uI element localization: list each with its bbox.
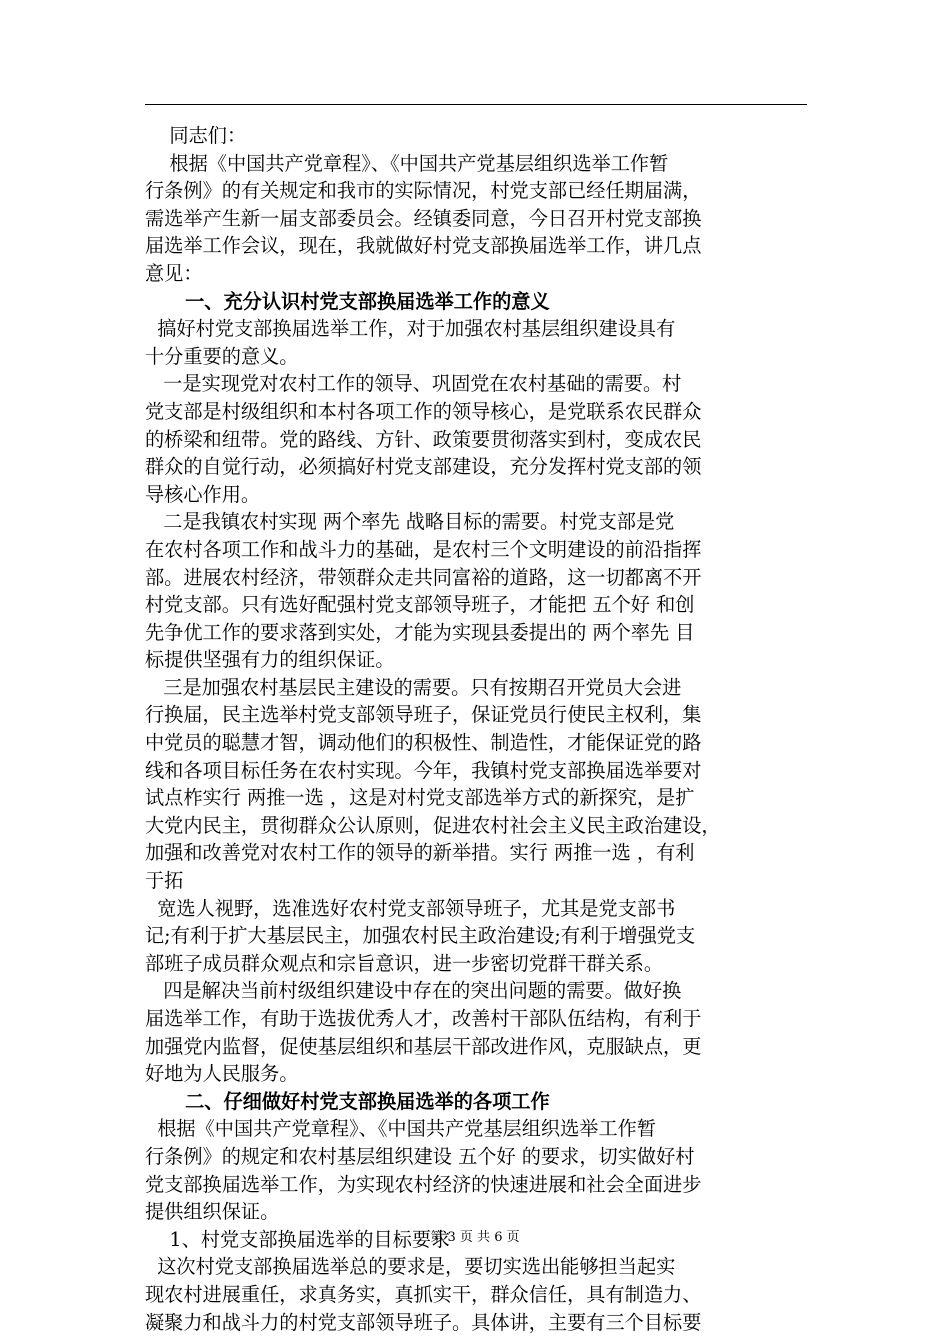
body-text-line: 根据《中国共产党章程》、《中国共产党基层组织选举工作暂 — [145, 1117, 657, 1141]
body-text-line: 试点柞实行 两推一选 ，这是对村党支部选举方式的新探究，是扩 — [145, 786, 695, 810]
body-text-line: 大党内民主，贯彻群众公认原则，促进农村社会主义民主政治建设， — [145, 813, 721, 837]
body-text-line: 这次村党支部换届选举总的要求是，要切实选出能够担当起实 — [145, 1255, 676, 1279]
body-text-line: 导核心作用。 — [145, 482, 261, 506]
body-text-line: 线和各项目标任务在农村实现。今年，我镇村党支部换届选举要对 — [145, 758, 702, 782]
section-heading-line: 一、充分认识村党支部换届选举工作的意义 — [145, 289, 550, 313]
body-text-line: 需选举产生新一届支部委员会。经镇委同意，今日召开村党支部换 — [145, 206, 702, 230]
body-text-line: 先争优工作的要求落到实处，才能为实现县委提出的 两个率先 目 — [145, 620, 695, 644]
body-text-line: 行换届，民主选举村党支部领导班子，保证党员行使民主权利，集 — [145, 703, 702, 727]
body-text-line: 党支部换届选举工作，为实现农村经济的快速进展和社会全面进步 — [145, 1172, 702, 1196]
body-text-line: 提供组织保证。 — [145, 1200, 280, 1224]
body-text-line: 的桥梁和纽带。党的路线、方针、政策要贯彻落实到村，变成农民 — [145, 427, 702, 451]
body-text-line: 意见： — [145, 261, 203, 285]
body-text-line: 根据《中国共产党章程》、《中国共产党基层组织选举工作暂 — [145, 151, 669, 175]
body-text-line: 二是我镇农村实现 两个率先 战略目标的需要。村党支部是党 — [145, 510, 675, 534]
body-text-line: 加强党内监督，促使基层组织和基层干部改进作风，克服缺点，更 — [145, 1034, 702, 1058]
document-body — [145, 122, 809, 1336]
header-rule — [145, 104, 807, 105]
body-text-line: 于拓 — [145, 869, 184, 893]
body-text-line: 十分重要的意义。 — [145, 344, 299, 368]
body-text-line: 宽选人视野，选准选好农村党支部领导班子，尤其是党支部书 — [145, 896, 676, 920]
body-text-line: 行条例》的有关规定和我市的实际情况，村党支部已经任期届满， — [145, 179, 702, 203]
body-text-line: 加强和改善党对农村工作的领导的新举措。实行 两推一选 ，有利 — [145, 841, 695, 865]
body-text-line: 四是解决当前村级组织建设中存在的突出问题的需要。做好换 — [145, 979, 682, 1003]
body-text-line: 村党支部。只有选好配强村党支部领导班子，才能把 五个好 和创 — [145, 593, 695, 617]
body-text-line: 行条例》的规定和农村基层组织建设 五个好 的要求，切实做好村 — [145, 1144, 695, 1168]
body-text-line: 中党员的聪慧才智，调动他们的积极性、制造性，才能保证党的路 — [145, 731, 702, 755]
body-text-line: 凝聚力和战斗力的村党支部领导班子。具体讲，主要有三个目标要 — [145, 1310, 702, 1334]
body-text-line: 部。进展农村经济，带领群众走共同富裕的道路，这一切都离不开 — [145, 565, 702, 589]
body-text-line: 搞好村党支部换届选举工作，对于加强农村基层组织建设具有 — [145, 317, 676, 341]
body-text-line: 三是加强农村基层民主建设的需要。只有按期召开党员大会进 — [145, 675, 682, 699]
body-text-line: 届选举工作，有助于选拔优秀人才，改善村干部队伍结构，有利于 — [145, 1007, 702, 1030]
body-text-line: 一是实现党对农村工作的领导、巩固党在农村基础的需要。村 — [145, 372, 682, 396]
page-footer: 第 3 页 共 6 页 — [430, 1230, 520, 1245]
body-text-line: 现农村进展重任，求真务实，真抓实干，群众信任，具有制造力、 — [145, 1282, 702, 1306]
section-heading-line: 二、仔细做好村党支部换届选举的各项工作 — [145, 1089, 550, 1113]
body-text-line: 部班子成员群众观点和宗旨意识，进一步密切党群干群关系。 — [145, 951, 664, 975]
body-text-line: 党支部是村级组织和本村各项工作的领导核心，是党联系农民群众 — [145, 399, 702, 423]
body-text-line: 群众的自觉行动，必须搞好村党支部建设，充分发挥村党支部的领 — [145, 455, 702, 479]
body-text-line: 记;有利于扩大基层民主，加强农村民主政治建设;有利于增强党支 — [145, 924, 696, 948]
body-text-line: 1、村党支部换届选举的目标要求 — [145, 1227, 451, 1251]
body-text-line: 标提供坚强有力的组织保证。 — [145, 648, 395, 672]
body-text-line: 同志们： — [145, 124, 247, 147]
body-text-line: 在农村各项工作和战斗力的基础，是农村三个文明建设的前沿指挥 — [145, 537, 702, 561]
body-text-line: 届选举工作会议，现在，我就做好村党支部换届选举工作，讲几点 — [145, 234, 702, 258]
body-text-line: 好地为人民服务。 — [145, 1062, 299, 1086]
